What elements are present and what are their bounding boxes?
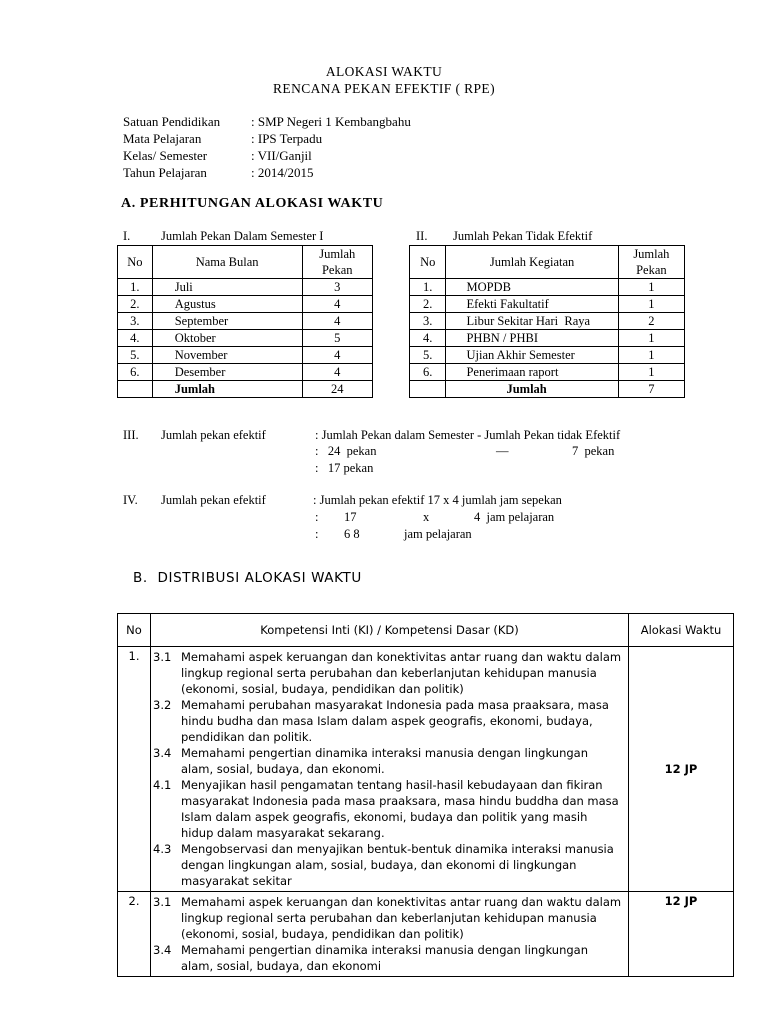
cell-no: 1. <box>118 279 153 296</box>
cell-pekan: 1 <box>618 296 684 313</box>
kd-number: 3.1 <box>153 895 172 909</box>
calc4-colon: : <box>315 527 319 541</box>
cell-bulan: September <box>152 313 302 330</box>
info-value: : VII/Ganjil <box>251 148 312 163</box>
cell-empty <box>118 381 153 398</box>
cell-pekan: 2 <box>618 313 684 330</box>
cell-bulan: November <box>152 347 302 364</box>
table-row <box>118 892 734 977</box>
total-value: 24 <box>302 381 372 398</box>
section-b-heading: B. DISTRIBUSI ALOKASI WAKTU <box>133 570 362 586</box>
cell-no: 2. <box>410 296 446 313</box>
col-header-no: No <box>118 246 153 279</box>
cell-no: 4. <box>118 330 153 347</box>
cell-no: 3. <box>118 313 153 330</box>
calc3-label: Jumlah pekan efektif <box>161 428 266 442</box>
kd-text: Memahami pengertian dinamika interaksi manusia dengan lingkungan alam, sosial, budaya, dan ekonomi. <box>181 746 588 776</box>
cell-pekan: 4 <box>302 347 372 364</box>
table-row <box>118 296 373 313</box>
table-header-row <box>118 614 734 647</box>
cell-pekan: 1 <box>618 347 684 364</box>
col-header-kegiatan: Jumlah Kegiatan <box>446 246 618 279</box>
table1-caption: Jumlah Pekan Dalam Semester I <box>161 229 324 243</box>
cell-kegiatan: Libur Sekitar Hari Raya <box>446 313 618 330</box>
kd-item <box>153 894 622 942</box>
calc3-minus: — <box>496 444 509 458</box>
kd-item <box>153 942 622 974</box>
table-distribusi <box>117 613 734 977</box>
col-header-nama-bulan: Nama Bulan <box>152 246 302 279</box>
cell-bulan: Desember <box>152 364 302 381</box>
info-label: Kelas/ Semester <box>123 148 208 163</box>
calc3-line1: : Jumlah Pekan dalam Semester - Jumlah Pekan tidak Efektif <box>315 428 621 442</box>
calc4-multiplier: 4 jam pelajaran <box>474 510 555 524</box>
cell-bulan: Oktober <box>152 330 302 347</box>
info-label: Mata Pelajaran <box>123 131 202 146</box>
calc3-line2c: 7 pekan <box>572 444 615 458</box>
cell-no: 4. <box>410 330 446 347</box>
table-pekan-semester <box>117 245 373 398</box>
table-pekan-tidak-efektif <box>409 245 685 398</box>
calc3-line2a: : 24 pekan <box>315 444 377 458</box>
kd-item <box>153 697 622 745</box>
calc3-num: III. <box>123 428 139 442</box>
cell-pekan: 1 <box>618 364 684 381</box>
cell-kegiatan: Penerimaan raport <box>446 364 618 381</box>
table-row <box>410 279 685 296</box>
cell-pekan: 1 <box>618 330 684 347</box>
cell-no: 5. <box>118 347 153 364</box>
table-row <box>118 647 734 892</box>
cell-no: 5. <box>410 347 446 364</box>
cell-pekan: 3 <box>302 279 372 296</box>
info-value: : 2014/2015 <box>251 165 314 180</box>
kd-text: Mengobservasi dan menyajikan bentuk-bentuk dinamika interaksi manusia dengan lingkungan alam, sosial, budaya, dan ekonomi di lingkungan masyarakat sekitar <box>181 842 614 888</box>
calc4-label: Jumlah pekan efektif <box>161 493 266 507</box>
calc4-line1: : Jumlah pekan efektif 17 x 4 jumlah jam sepekan <box>313 493 562 507</box>
cell-pekan: 4 <box>302 364 372 381</box>
info-value: : IPS Terpadu <box>251 131 323 146</box>
table-header-row <box>410 246 685 279</box>
col-header-jumlah-pekan: Jumlah Pekan <box>618 246 684 279</box>
info-label: Tahun Pelajaran <box>123 165 207 180</box>
document-title: ALOKASI WAKTU <box>325 64 443 79</box>
col-header-no: No <box>118 614 151 647</box>
kd-item <box>153 649 622 697</box>
kd-item <box>153 777 622 841</box>
table2-caption-num: II. <box>416 229 428 243</box>
col-header-jumlah-pekan: Jumlah Pekan <box>302 246 372 279</box>
kd-text: Menyajikan hasil pengamatan tentang hasil-hasil kebudayaan dan fikiran masyarakat Indonesia pada masa praaksara, masa hindu buddha dan masa Islam dalam aspek geografis, ekonomi, budaya dan politik yang masih hidup dalam masyarakat sekarang. <box>181 778 619 840</box>
table-row <box>118 364 373 381</box>
table-header-row <box>118 246 373 279</box>
cell-bulan: Agustus <box>152 296 302 313</box>
cell-pekan: 4 <box>302 313 372 330</box>
calc3-line3: : 17 pekan <box>315 461 374 475</box>
calc4-num: IV. <box>123 493 138 507</box>
calc4-result-unit: jam pelajaran <box>404 527 472 541</box>
kd-text: Memahami aspek keruangan dan konektivitas antar ruang dan waktu dalam lingkup regional serta perubahan dan keberlanjutan kehidupan manusia (ekonomi, sosial, budaya, pendidikan dan politik) <box>181 650 622 696</box>
kd-text: Memahami perubahan masyarakat Indonesia pada masa praaksara, masa hindu budha dan masa Islam dalam aspek geografis, ekonomi, budaya, pendidikan dan politik. <box>181 698 609 744</box>
kd-number: 4.3 <box>153 842 172 856</box>
cell-bulan: Juli <box>152 279 302 296</box>
cell-no: 2. <box>118 892 151 977</box>
table-row <box>118 347 373 364</box>
cell-kegiatan: MOPDB <box>446 279 618 296</box>
col-header-no: No <box>410 246 446 279</box>
table-row <box>410 364 685 381</box>
kd-item <box>153 745 622 777</box>
table-row <box>118 313 373 330</box>
table-total-row <box>118 381 373 398</box>
table1-caption-num: I. <box>123 229 131 243</box>
cell-no: 1. <box>118 647 151 892</box>
kd-number: 3.4 <box>153 943 172 957</box>
kd-item <box>153 841 622 889</box>
cell-kegiatan: Efekti Fakultatif <box>446 296 618 313</box>
col-header-alokasi: Alokasi Waktu <box>629 614 734 647</box>
calc4-result: 6 8 <box>344 527 360 541</box>
kd-number: 4.1 <box>153 778 172 792</box>
cell-alokasi: 12 JP <box>629 647 734 892</box>
kd-text: Memahami aspek keruangan dan konektivitas antar ruang dan waktu dalam lingkup regional serta perubahan dan keberlanjutan kehidupan manusia (ekonomi, sosial, budaya, pendidikan dan politik) <box>181 895 622 941</box>
total-label: Jumlah <box>152 381 302 398</box>
table2-caption: Jumlah Pekan Tidak Efektif <box>453 229 593 243</box>
kd-text: Memahami pengertian dinamika interaksi manusia dengan lingkungan alam, sosial, budaya, dan ekonomi <box>181 943 588 973</box>
cell-pekan: 4 <box>302 296 372 313</box>
calc4-value: 17 <box>344 510 357 524</box>
table-row <box>410 313 685 330</box>
kd-number: 3.4 <box>153 746 172 760</box>
table-total-row <box>410 381 685 398</box>
cell-kompetensi <box>151 892 629 977</box>
total-value: 7 <box>618 381 684 398</box>
table-row <box>118 279 373 296</box>
cell-kompetensi <box>151 647 629 892</box>
cell-kegiatan: Ujian Akhir Semester <box>446 347 618 364</box>
kd-number: 3.2 <box>153 698 172 712</box>
cell-no: 1. <box>410 279 446 296</box>
cell-kegiatan: PHBN / PHBI <box>446 330 618 347</box>
calc4-times: x <box>423 510 430 524</box>
cell-no: 6. <box>118 364 153 381</box>
info-label: Satuan Pendidikan <box>123 114 221 129</box>
section-a-heading: A. PERHITUNGAN ALOKASI WAKTU <box>121 196 384 211</box>
cell-pekan: 5 <box>302 330 372 347</box>
kd-number: 3.1 <box>153 650 172 664</box>
table-row <box>410 330 685 347</box>
cell-pekan: 1 <box>618 279 684 296</box>
info-value: : SMP Negeri 1 Kembangbahu <box>251 114 411 129</box>
cell-alokasi: 12 JP <box>629 892 734 977</box>
col-header-kompetensi: Kompetensi Inti (KI) / Kompetensi Dasar (KD) <box>151 614 629 647</box>
cell-no: 3. <box>410 313 446 330</box>
table-row <box>410 347 685 364</box>
calc4-colon: : <box>315 510 319 524</box>
cell-empty <box>410 381 446 398</box>
cell-no: 6. <box>410 364 446 381</box>
table-row <box>118 330 373 347</box>
table-row <box>410 296 685 313</box>
cell-no: 2. <box>118 296 153 313</box>
document-subtitle: RENCANA PEKAN EFEKTIF ( RPE) <box>273 81 495 96</box>
total-label: Jumlah <box>446 381 618 398</box>
